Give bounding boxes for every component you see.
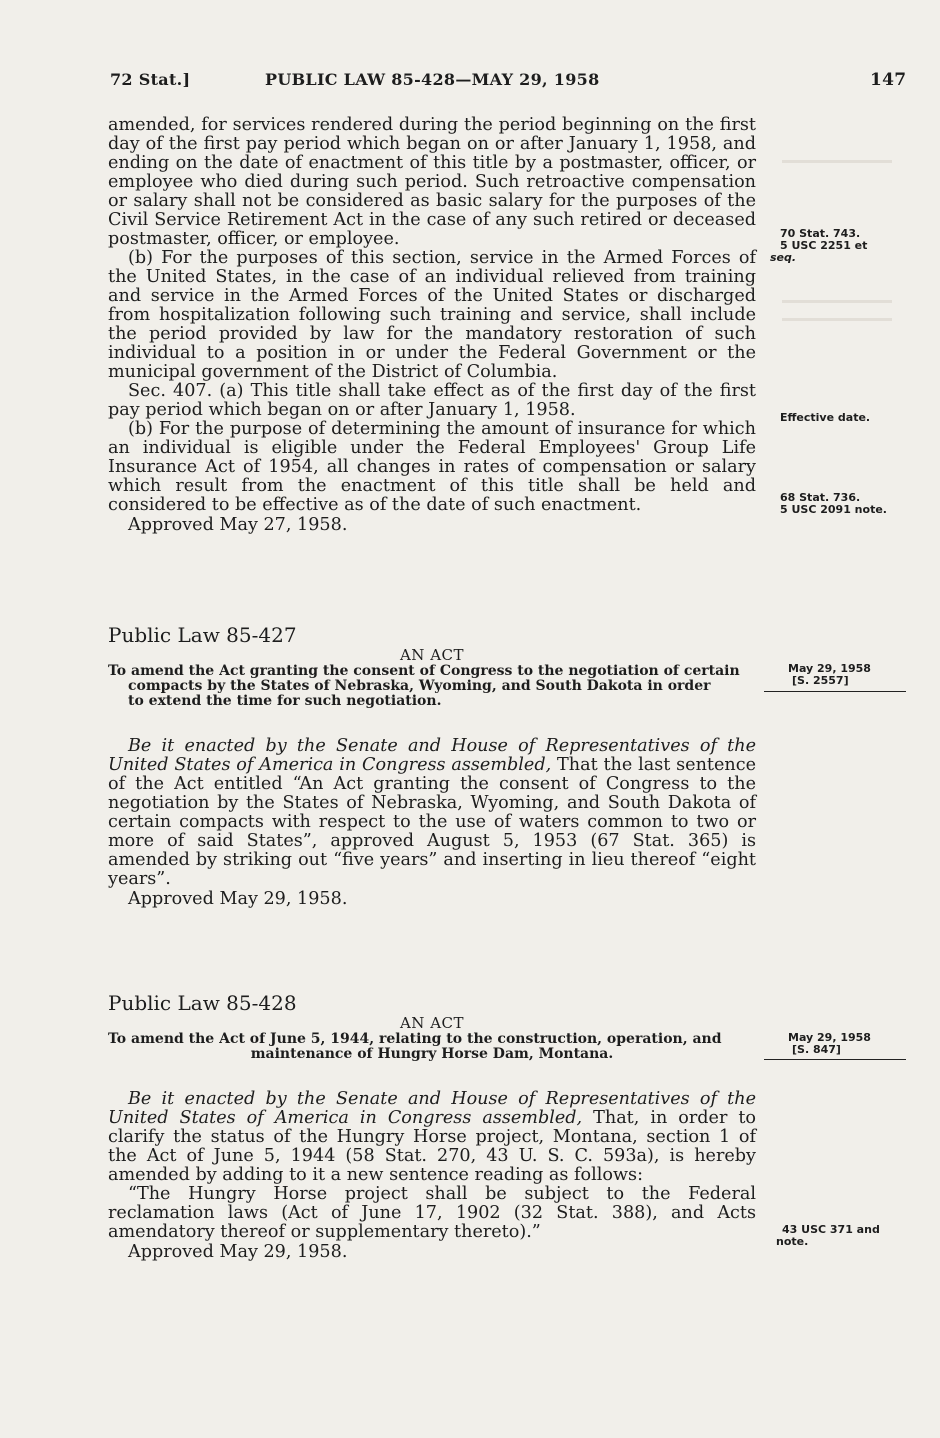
act-title — [108, 1032, 756, 1062]
margin-note-enactment-date — [788, 1032, 918, 1056]
enacting-formula: Be it enacted by the Senate and House of Representatives of the United States of America in Congress assembled, — [108, 1089, 756, 1128]
enacting-clause — [108, 737, 756, 889]
margin-note-citation — [780, 492, 910, 516]
margin-note-line: 43 USC 371 and — [782, 1223, 880, 1236]
margin-rule — [764, 1059, 906, 1060]
enacting-text: That the last sentence of the Act entitled “An Act granting the consent of Congress to the negotiation by the States of Nebraska, Wyoming, and South Dakota of certain compacts with respect to the use of waters common to two or more of said States”, approved August 5, 1953 (67 Stat. 365) is amended by striking out “five years” and inserting in lieu thereof “eight years”. — [108, 755, 756, 889]
act-title — [108, 664, 756, 709]
margin-note-line: 68 Stat. 736. — [780, 491, 861, 504]
running-head-volume: 72 Stat.] — [110, 70, 191, 89]
paragraph-sec-407a: Sec. 407. (a) This title shall take effect as of the first day of the first pay period which began on or after January 1, 1958. — [108, 381, 756, 420]
act-title-line: to extend the time for such negotiation. — [128, 693, 442, 709]
public-law-85-427 — [108, 624, 756, 910]
margin-bleed-mark — [782, 160, 892, 163]
margin-note-enactment-date — [788, 663, 918, 687]
paragraph-armed-forces: (b) For the purposes of this section, service in the Armed Forces of the United States, in the case of an individual relieved from training and service in the Armed Forces of the United States or discharged from hospitalization following such training and service, shall include the period provided by law for the mandatory restoration of such individual to a position in or under the Federal Government or the municipal government of the District of Columbia. — [108, 248, 756, 382]
margin-note-line: 5 USC 2251 et — [780, 239, 868, 252]
an-act-label: AN ACT — [399, 646, 465, 664]
margin-note-citation — [770, 227, 910, 264]
act-title-line: compacts by the States of Nebraska, Wyoming, and South Dakota in order — [128, 678, 711, 694]
quoted-amendment: “The Hungry Horse project shall be subject to the Federal reclamation laws (Act of June 17, 1902 (32 Stat. 388), and Acts amendatory thereof or supplementary thereto).” — [108, 1184, 756, 1242]
approval-line: Approved May 29, 1958. — [128, 1242, 348, 1262]
paragraph-sec-407b: (b) For the purpose of determining the amount of insurance for which an individual is eligible under the Federal Employees' Group Life Insurance Act of 1954, all changes in rates of compensation or salary which result from the enactment of this title shall be held and considered to be effective as of the date of such enactment. — [108, 419, 756, 515]
margin-note-line: May 29, 1958 — [788, 662, 871, 675]
law-heading: Public Law 85-427 — [108, 623, 297, 647]
margin-note-line: [S. 2557] — [792, 674, 849, 687]
margin-note-line: 70 Stat. 743. — [780, 227, 861, 240]
margin-bleed-mark — [782, 300, 892, 303]
margin-note-line: 5 USC 2091 note. — [780, 503, 887, 516]
enacting-clause — [108, 1090, 756, 1185]
act-title-line: To amend the Act of June 5, 1944, relating to the construction, operation, and — [108, 1031, 722, 1047]
approval-line: Approved May 29, 1958. — [128, 889, 348, 909]
paragraph-carryover: amended, for services rendered during the period beginning on the first day of the first pay period which began on or after January 1, 1958, and ending on the date of enactment of this title by a postmaster, officer, or employee who died during such period. Such retroactive compensation or salary shall not be considered as basic salary for the purposes of the Civil Service Retirement Act in the case of any such retired or deceased postmaster, officer, or employee. — [108, 115, 756, 249]
margin-note-line: note. — [776, 1235, 809, 1248]
enacting-text: That, in order to clarify the status of the Hungry Horse project, Montana, section 1 of the Act of June 5, 1944 (58 Stat. 270, 43 U. S. C. 593a), is hereby amended by adding to it a new sentence reading as follows: — [108, 1108, 757, 1185]
an-act-label: AN ACT — [399, 1014, 465, 1032]
margin-note-line: May 29, 1958 — [788, 1031, 871, 1044]
margin-note-line: [S. 847] — [792, 1043, 841, 1056]
law-heading: Public Law 85-428 — [108, 991, 297, 1015]
margin-note-line: seq. — [770, 251, 797, 264]
margin-note-citation — [776, 1224, 906, 1248]
page-number: 147 — [870, 70, 907, 90]
act-title-line: maintenance of Hungry Horse Dam, Montana. — [250, 1046, 614, 1062]
approval-line: Approved May 27, 1958. — [128, 515, 348, 535]
public-law-85-428 — [108, 992, 756, 1263]
margin-bleed-mark — [782, 318, 892, 321]
margin-note-effective-date: Effective date. — [780, 411, 871, 424]
running-head-title: PUBLIC LAW 85-428—MAY 29, 1958 — [265, 70, 600, 89]
margin-rule — [764, 691, 906, 692]
enacting-formula: Be it enacted by the Senate and House of Representatives of the United States of America in Congress assembled, — [108, 736, 756, 775]
carryover-section — [108, 116, 756, 536]
act-title-line: To amend the Act granting the consent of Congress to the negotiation of certain — [108, 663, 740, 679]
